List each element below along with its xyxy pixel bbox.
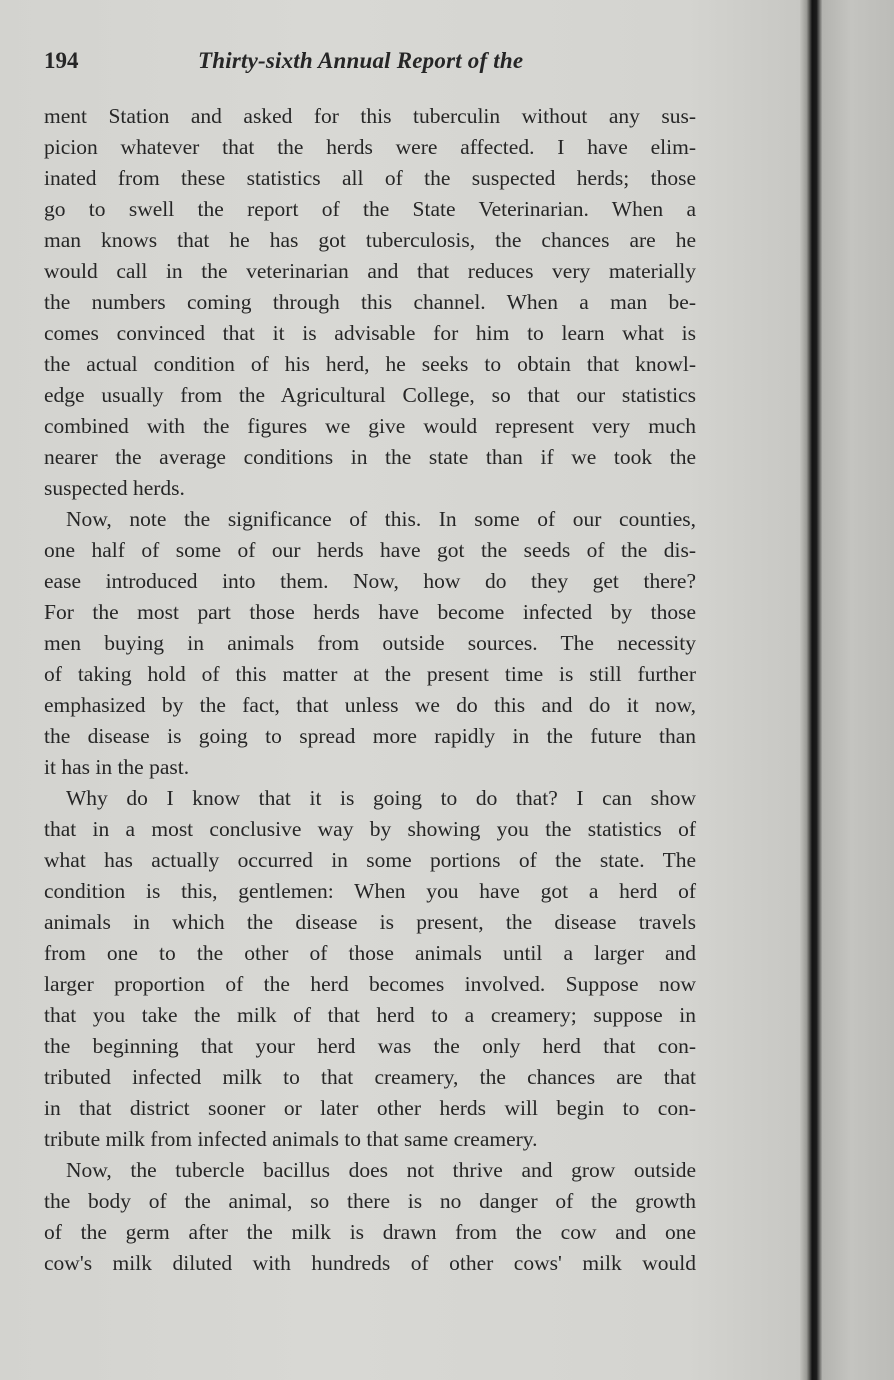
text-line: ease introduced into them. Now, how do they get there? xyxy=(44,569,696,593)
paragraph xyxy=(44,101,696,504)
text-line: the beginning that your herd was the only herd that con- xyxy=(44,1034,696,1058)
text-line: the body of the animal, so there is no danger of the growth xyxy=(44,1189,696,1213)
text-line: that you take the milk of that herd to a creamery; suppose in xyxy=(44,1003,696,1027)
text-line: go to swell the report of the State Veterinarian. When a xyxy=(44,197,696,221)
text-line: animals in which the disease is present, the disease travels xyxy=(44,910,696,934)
text-line: nearer the average conditions in the state than if we took the xyxy=(44,445,696,469)
text-line: men buying in animals from outside sources. The necessity xyxy=(44,631,696,655)
text-line: the actual condition of his herd, he seeks to obtain that knowl- xyxy=(44,352,696,376)
text-line: what has actually occurred in some portions of the state. The xyxy=(44,848,696,872)
text-line: one half of some of our herds have got the seeds of the dis- xyxy=(44,538,696,562)
text-line: man knows that he has got tuberculosis, the chances are he xyxy=(44,228,696,252)
text-line: inated from these statistics all of the suspected herds; those xyxy=(44,166,696,190)
text-line: For the most part those herds have become infected by those xyxy=(44,600,696,624)
running-title: Thirty-sixth Annual Report of the xyxy=(198,48,524,73)
text-line: in that district sooner or later other herds will begin to con- xyxy=(44,1096,696,1120)
paragraph xyxy=(44,504,696,783)
text-line: suspected herds. xyxy=(44,476,185,500)
adjacent-page-edge xyxy=(822,0,894,1380)
paragraph xyxy=(44,783,696,1155)
text-line: from one to the other of those animals until a larger and xyxy=(44,941,696,965)
body-text xyxy=(44,101,696,1279)
text-line: cow's milk diluted with hundreds of other cows' milk would xyxy=(44,1251,696,1275)
page-number: 194 xyxy=(44,48,79,73)
text-line: condition is this, gentlemen: When you have got a herd of xyxy=(44,879,696,903)
text-line: emphasized by the fact, that unless we do this and do it now, xyxy=(44,693,696,717)
text-line: the numbers coming through this channel. When a man be- xyxy=(44,290,696,314)
text-line: tribute milk from infected animals to that same creamery. xyxy=(44,1127,538,1151)
text-line: Why do I know that it is going to do that? I can show xyxy=(66,786,696,810)
text-line: larger proportion of the herd becomes involved. Suppose now xyxy=(44,972,696,996)
text-line: it has in the past. xyxy=(44,755,190,779)
text-line: combined with the figures we give would represent very much xyxy=(44,414,696,438)
text-line: Now, note the significance of this. In some of our counties, xyxy=(66,507,696,531)
text-line: of taking hold of this matter at the present time is still further xyxy=(44,662,696,686)
page-header xyxy=(44,44,704,78)
text-line: edge usually from the Agricultural College, so that our statistics xyxy=(44,383,696,407)
paragraph xyxy=(44,1155,696,1279)
text-line: picion whatever that the herds were affected. I have elim- xyxy=(44,135,696,159)
text-line: tributed infected milk to that creamery, the chances are that xyxy=(44,1065,696,1089)
text-line: of the germ after the milk is drawn from the cow and one xyxy=(44,1220,696,1244)
text-line: the disease is going to spread more rapidly in the future than xyxy=(44,724,696,748)
text-line: Now, the tubercle bacillus does not thrive and grow outside xyxy=(66,1158,696,1182)
book-spine-gutter xyxy=(800,0,822,1380)
text-line: would call in the veterinarian and that reduces very materially xyxy=(44,259,696,283)
text-line: that in a most conclusive way by showing you the statistics of xyxy=(44,817,696,841)
text-line: ment Station and asked for this tuberculin without any sus- xyxy=(44,104,696,128)
text-line: comes convinced that it is advisable for him to learn what is xyxy=(44,321,696,345)
